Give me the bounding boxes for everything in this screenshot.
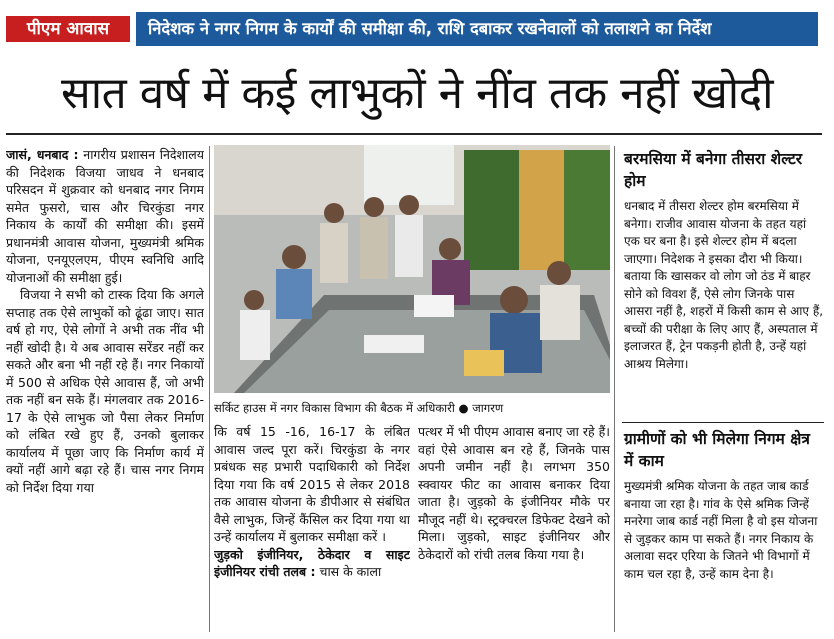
divider-rule: [6, 133, 822, 135]
side-box-2-text: मुख्यमंत्री श्रमिक योजना के तहत जाब कार्ड बनाया जा रहा है। गांव के ऐसे श्रमिक जिन्हें मनरेगा जाब कार्ड नहीं मिला है वो इस योजना से जुड़कर काम पा सकते हैं। नगर निकाय के अलावा सदर एरिया के जितने भी विभागों में काम चल रहा है, उन्हें काम देना है।: [624, 479, 818, 581]
photo-credit: जागरण: [472, 401, 504, 415]
col1-paragraph-1: नागरीय प्रशासन निदेशालय की निदेशक विजया जाधव ने धनबाद परिसदन में शुक्रवार को धनबाद नगर निगम समेत फुसरो, चास और चिरकुंडा नगर निकाय के कार्यों की समीक्षा की। इसमें प्रधानमंत्री आवास योजना, मुख्यमंत्री श्रमिक योजना, एनयूएलएम, पीएम स्वनिधि आदि योजनाओं की समीक्षा हुई।: [6, 147, 204, 285]
side-box-2-title: ग्रामीणों को भी मिलेगा निगम क्षेत्र में काम: [624, 430, 810, 470]
column-2: [214, 423, 410, 635]
caption-text: सर्किट हाउस में नगर विकास विभाग की बैठक में अधिकारी: [214, 401, 455, 415]
caption-dot-icon: ●: [458, 401, 469, 415]
photo-caption: [214, 398, 610, 418]
col3-paragraph-1: पत्थर में भी पीएम आवास बनाए जा रहे हैं। वहां ऐसे आवास बन रहे हैं, जिनके पास अपनी जमीन नहीं है। लगभग 350 स्क्वायर फीट का आवास बनाकर दिया जाता है। जुड़को के इंजीनियर मौके पर मौजूद नहीं थे। स्ट्रक्चरल डिफेक्ट देखने को मिला। जुड़को, साइट इंजीनियर और ठेकेदारों को रांची तलब किया गया है।: [418, 424, 610, 562]
side-box-1-text: धनबाद में तीसरा शेल्टर होम बरमसिया में बनेगा। राजीव आवास योजना के तहत यहां एक घर बना है। इसे शेल्टर होम में बदला जाएगा। निदेशक ने इसका दौरा भी किया। बताया कि खासकर वो लोग जो ठंड में बाहर सोने को विवश हैं, ऐसे लोग जिनके पास आसरा नहीं है, शहरों में किसी काम से आए हैं, बच्चों की परीक्षा के लिए आए हैं, अस्पताल में इलाजरत हैं, ट्रेन पकड़नी होती है, उन्हें यहां आश्रय मिलेगा।: [624, 199, 824, 371]
sidebar-divider: [622, 422, 824, 423]
meeting-photo: [214, 145, 610, 393]
column-separator: [209, 146, 210, 632]
dateline: जासं, धनबाद :: [6, 147, 79, 162]
top-strip: [0, 6, 826, 48]
section-tag: पीएम आवास: [6, 16, 130, 42]
col2-subhead: जुड़को इंजीनियर, ठेकेदार व साइट इंजीनियर रांची तलब :: [214, 546, 410, 579]
subheadline: निदेशक ने नगर निगम के कार्यों की समीक्षा की, राशि दबाकर रखनेवालों को तलाशने का निर्देश: [136, 12, 818, 46]
col1-paragraph-2: विजया ने सभी को टास्क दिया कि अगले सप्ताह तक ऐसे लाभुकों को ढूंढा जाए। सात वर्ष हो गए, ऐसे लोगों ने अभी तक नींव भी नहीं खोदी है। ये अब आवास सरेंडर नहीं कर सकते और बना भी नहीं रहे हैं। नगर निकायों में 500 से अधिक ऐसे आवास हैं, जो अभी तक नहीं बन सके हैं। मंगलवार तक 2016-17 के ऐसे लाभुक जो पैसा लेकर निर्माण को लंबित रखे हुए हैं, उनको बुलाकर कार्यालय में पूछा जाए कि निर्माण कार्य में क्यों नहीं आगे बढ़ा रहे हैं। चास नगर निगम को निर्देश दिया गया: [6, 287, 204, 495]
headline: सात वर्ष में कई लाभुकों ने नींव तक नहीं खोदी: [61, 68, 773, 119]
side-box-1-title: बरमसिया में बनेगा तीसरा शेल्टर होम: [624, 150, 803, 190]
col2-paragraph-1: कि वर्ष 15 -16, 16-17 के लंबित आवास जल्द पूरा करें। चिरकुंडा के नगर प्रबंधक सह प्रभारी पदाधिकारी को निर्देश दिया गया कि वर्ष 2015 से लेकर 2018 तक आवास योजना के डीपीआर से संबंधित वैसे लाभुक, जिन्हें कैंसिल कर दिया गया था उन्हें कार्यालय में बुलाकर समीक्षा करें ।: [214, 424, 410, 544]
column-3: [418, 423, 610, 635]
col2-paragraph-2: चास के काला: [319, 564, 382, 579]
column-1: [6, 146, 204, 634]
column-separator: [614, 146, 615, 632]
